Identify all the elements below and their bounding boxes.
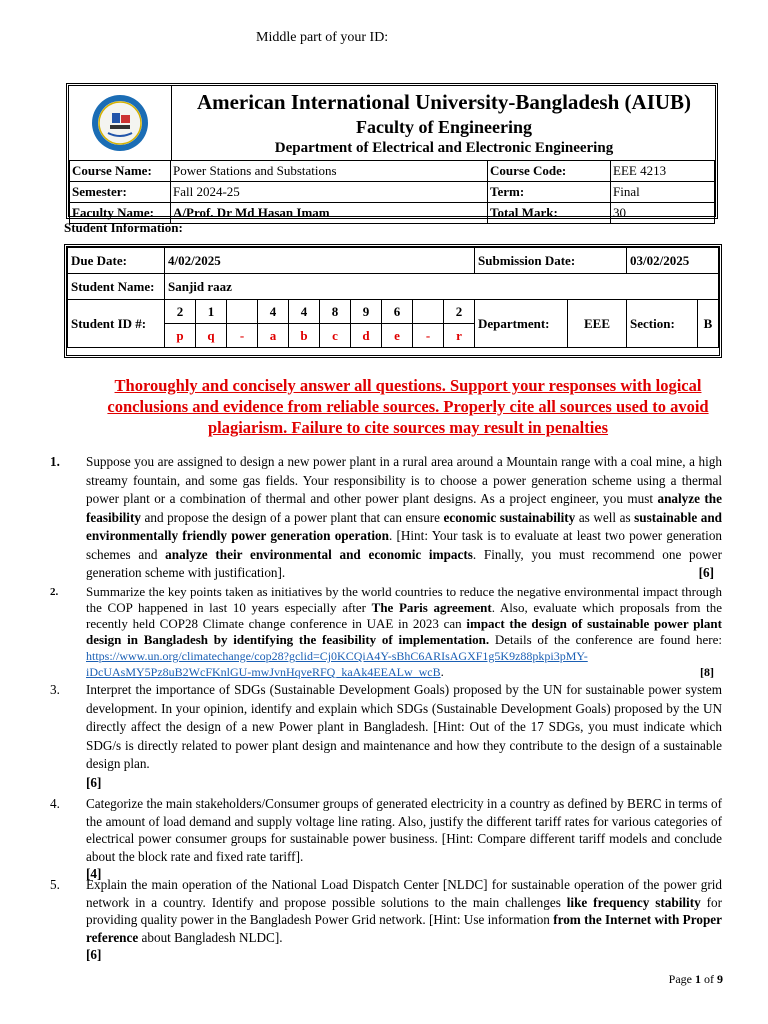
id-letter: b <box>289 324 320 348</box>
semester-value: Fall 2024-25 <box>171 182 488 203</box>
student-info-table <box>64 244 722 358</box>
course-code-value: EEE 4213 <box>611 161 715 182</box>
question-number: 5. <box>50 877 60 892</box>
submission-date-value: 03/02/2025 <box>627 248 719 274</box>
question-number: 1. <box>50 454 60 469</box>
question-emphasis: like frequency stability <box>566 894 701 910</box>
id-letter: a <box>258 324 289 348</box>
term-value: Final <box>611 182 715 203</box>
instruction-text: Thoroughly and concisely answer all questions. Support your responses with logical conclusions and evidence from reliable sources. Properly cite all sources used to avoid plagiarism. Failure to cite sources may result in penalties <box>107 376 709 437</box>
id-digit <box>413 300 444 324</box>
id-letter: d <box>351 324 382 348</box>
total-pages: 9 <box>717 972 723 986</box>
question-4 <box>50 795 722 883</box>
id-digit: 2 <box>165 300 196 324</box>
term-label: Term: <box>488 182 611 203</box>
question-text: Summarize the key points taken as initiatives by the world countries to reduce the negative environmental impact through the COP happened in last 10 years especially after <box>86 584 722 615</box>
section-value: B <box>698 300 719 348</box>
question-1 <box>50 453 722 583</box>
submission-date-label: Submission Date: <box>475 248 627 274</box>
question-text: Explain the main operation of the National Load Dispatch Center [NLDC] for sustainable operation of the power grid network in a country. Identify and propose possible solutions to the main challenges <box>86 877 722 910</box>
department-label: Department: <box>475 300 568 348</box>
due-date-value: 4/02/2025 <box>165 248 475 274</box>
question-number: 3. <box>50 682 60 697</box>
question-emphasis: from the Internet with Proper reference <box>86 912 722 945</box>
faculty-name-value: A/Prof. Dr Md Hasan Imam <box>171 203 488 224</box>
section-label: Section: <box>627 300 698 348</box>
question-text: Suppose you are assigned to design a new power plant in a rural area around a Mountain range with a coal mine, a high streamy fountain, and some gas fields. Your responsibility is to choose a power generation scheme using a thermal power plant or a combination of thermal and other power plant designs. As a project engineer, you must <box>86 454 722 506</box>
id-digit: 4 <box>258 300 289 324</box>
question-text: . [Hint: Your task is to evaluate at least two power generation schemes and <box>86 528 723 562</box>
id-letter: e <box>382 324 413 348</box>
question-mark: [4] <box>86 866 102 881</box>
id-letter: - <box>227 324 258 348</box>
question-mark: [8] <box>700 665 714 679</box>
question-mark: [6] <box>86 774 102 790</box>
question-text: about Bangladesh NLDC]. <box>138 929 283 945</box>
id-letter: p <box>165 324 196 348</box>
question-emphasis: sustainable and environmentally friendly power generation operation <box>86 509 722 543</box>
department-name: Department of Electrical and Electronic Engineering <box>274 140 614 156</box>
question-text: . <box>440 664 444 679</box>
question-emphasis: impact the design of sustainable power plant design in Bangladesh by identifying the feasibility of implementation. <box>86 616 722 647</box>
question-text: Categorize the main stakeholders/Consumer groups of generated electricity in a country as defined by BERC in terms of the amount of load demand and supply voltage line rating. Also, justify the different tariff rates for various categories of electrical power consumer groups for sustainable power business. [Hint: Compare different tariff models and conclude about the block rate and fixed rate tariff]. <box>86 796 722 864</box>
of-word: of <box>704 972 714 986</box>
university-logo <box>69 86 172 160</box>
student-name-value[interactable]: Sanjid raaz <box>165 274 719 300</box>
id-letter: c <box>320 324 351 348</box>
id-digit: 2 <box>444 300 475 324</box>
question-emphasis: The Paris agreement <box>371 600 492 615</box>
page-word: Page <box>668 972 692 986</box>
question-mark: [6] <box>698 565 714 580</box>
id-digit <box>227 300 258 324</box>
question-text: and propose the design of a power plant that can ensure <box>140 509 444 525</box>
cop28-link[interactable]: https://www.un.org/climatechange/cop28?gclid=Cj0KCQiA4Y-sBhC6ARIsAGXF1g5K9z88pkpi3pMY-iDcUAsMY5Pz8uB2WcFKnlGU-mwJvnHqveRFQ_kaAk4EEALw_wcB <box>86 649 588 679</box>
due-date-label: Due Date: <box>68 248 165 274</box>
question-emphasis: economic sustainability <box>443 509 576 525</box>
course-name-label: Course Name: <box>70 161 171 182</box>
question-text: . Finally, you must recommend one power generation scheme with justification]. <box>86 546 723 580</box>
question-mark: [6] <box>86 947 102 962</box>
id-letter: q <box>196 324 227 348</box>
id-digit: 4 <box>289 300 320 324</box>
total-mark-label: Total Mark: <box>488 203 611 224</box>
question-text: Details of the conference are found here: <box>489 632 722 647</box>
semester-label: Semester: <box>70 182 171 203</box>
id-digit: 1 <box>196 300 227 324</box>
student-info-label: Student Information: <box>64 220 183 235</box>
faculty-name-label: Faculty Name: <box>70 203 171 224</box>
question-text: Interpret the importance of SDGs (Sustainable Development Goals) proposed by the UN for sustainable power system development. In your opinion, identify and explain which SDGs (Sustainable Development Goals) proposed by the UN directly affect the design of a new Power plant in Bangladesh. [Hint: Out of the 17 SDGs, you must indicate which SDG/s is directly related to power plant design and maintenance and how they contribute to the design of a sustainable design plan. <box>86 682 722 771</box>
course-name-value: Power Stations and Substations <box>171 161 488 182</box>
question-emphasis: analyze their environmental and economic impacts <box>165 546 473 562</box>
department-value: EEE <box>568 300 627 348</box>
question-number: 2. <box>50 586 59 598</box>
course-header <box>66 83 718 219</box>
course-code-label: Course Code: <box>488 161 611 182</box>
id-letter: - <box>413 324 444 348</box>
page-number: 1 <box>695 972 701 986</box>
faculty-name: Faculty of Engineering <box>356 117 532 137</box>
page-footer <box>669 972 723 987</box>
question-number: 4. <box>50 796 60 811</box>
question-3 <box>50 681 722 792</box>
course-info-table <box>69 160 715 224</box>
id-digit: 8 <box>320 300 351 324</box>
question-text: as well as <box>575 509 635 525</box>
question-emphasis: analyze the feasibility <box>86 491 722 525</box>
middle-id-label: Middle part of your ID: <box>256 30 389 45</box>
question-5 <box>50 876 722 964</box>
id-letter: r <box>444 324 475 348</box>
student-id-label: Student ID #: <box>68 300 165 348</box>
id-digit: 6 <box>382 300 413 324</box>
total-mark-value: 30 <box>611 203 715 224</box>
question-text: for providing quality power in the Bangladesh Power Grid network. [Hint: Use information <box>86 894 722 927</box>
id-digit: 9 <box>351 300 382 324</box>
question-text: . Also, evaluate which proposals from the recently held COP28 Climate change conference in UAE in 2023 can <box>86 600 722 631</box>
student-name-label: Student Name: <box>68 274 165 300</box>
question-2 <box>50 584 722 680</box>
university-name: American International University-Bangladesh (AIUB) <box>196 90 692 114</box>
